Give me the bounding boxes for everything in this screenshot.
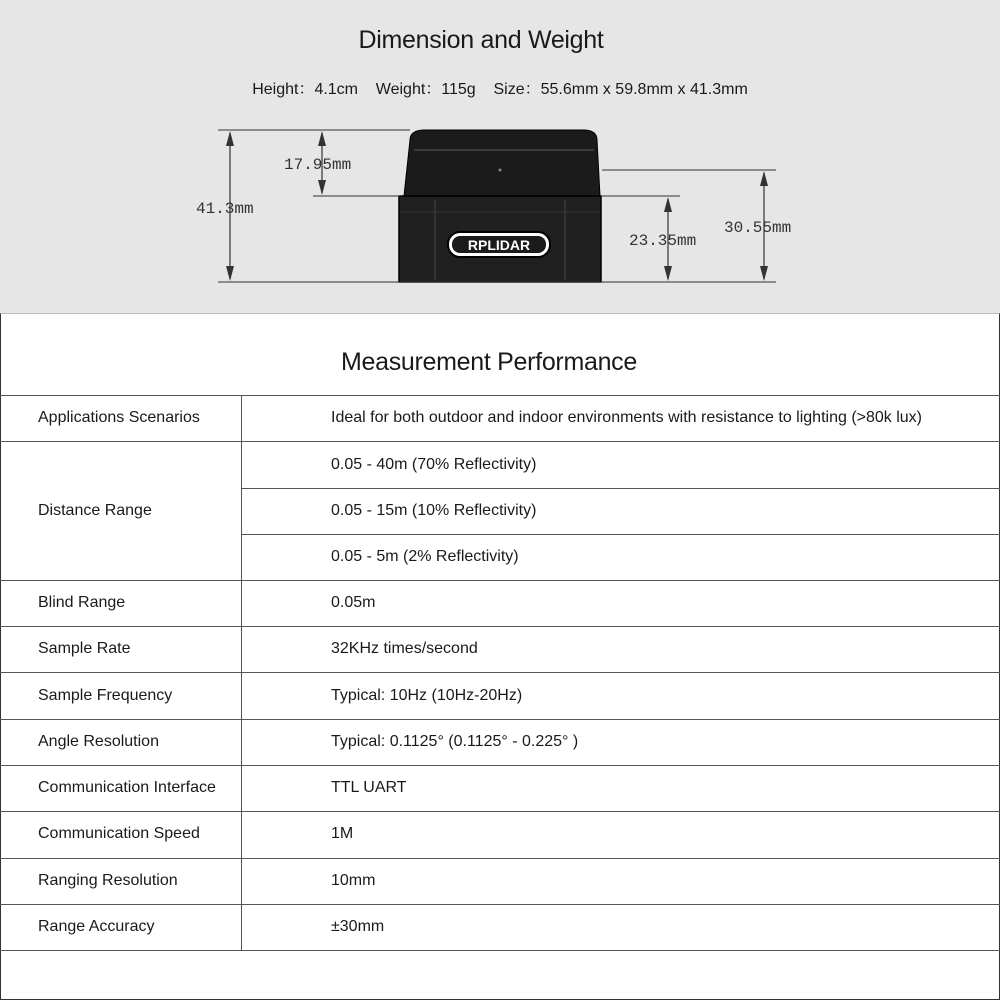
row-value-sample-frequency: Typical: 10Hz (10Hz-20Hz) [331,687,523,704]
row-value-angle: Typical: 0.1125° (0.1125° - 0.225° ) [331,733,579,750]
table-row-divider [0,626,1000,627]
row-value-comm-interface: TTL UART [331,779,407,796]
total-height-label: 41.3mm [196,200,254,218]
row-label-applications: Applications Scenarios [38,409,200,426]
table-row-divider [0,765,1000,766]
row-label-comm-speed: Communication Speed [38,825,200,842]
body-height-label: 23.35mm [629,232,697,250]
dimension-specs: Height：4.1cm Weight：115g Size：55.6mm x 59.8mm x 41.3mm [252,81,748,98]
table-column-divider [241,395,242,951]
row-label-comm-interface: Communication Interface [38,779,216,796]
row-label-ranging: Ranging Resolution [38,872,178,889]
row-value-distance-3: 0.05 - 5m (2% Reflectivity) [331,548,519,565]
table-row-divider [0,580,1000,581]
dimension-title: Dimension and Weight [358,26,604,54]
row-label-sample-rate: Sample Rate [38,640,131,657]
row-label-accuracy: Range Accuracy [38,918,155,935]
table-row-divider [0,672,1000,673]
brand-text: RPLIDAR [467,237,531,253]
table-row-divider [241,488,1000,489]
upper-height-label: 30.55mm [724,219,792,237]
row-value-distance-2: 0.05 - 15m (10% Reflectivity) [331,502,537,519]
row-label-angle: Angle Resolution [38,733,159,750]
row-label-sample-frequency: Sample Frequency [38,687,173,704]
device-top-cap [404,130,600,196]
table-row-divider [0,858,1000,859]
top-height-label: 17.95mm [284,156,352,174]
row-value-sample-rate: 32KHz times/second [331,640,478,657]
dimension-section [0,0,1000,313]
row-value-blind: 0.05m [331,594,376,611]
table-row-divider [0,811,1000,812]
row-value-ranging: 10mm [331,872,376,889]
row-value-accuracy: ±30mm [331,918,385,935]
dimension-drawing [0,0,1000,313]
table-border-top [0,395,1000,396]
row-value-distance-1: 0.05 - 40m (70% Reflectivity) [331,456,537,473]
performance-title: Measurement Performance [340,348,637,376]
row-label-blind: Blind Range [38,594,126,611]
row-value-comm-speed: 1M [331,825,354,842]
table-row-divider [0,719,1000,720]
table-row-divider [0,904,1000,905]
row-label-distance: Distance Range [38,502,152,519]
table-row-divider [241,534,1000,535]
table-row-divider [0,441,1000,442]
table-border-bottom [0,950,1000,951]
row-value-applications: Ideal for both outdoor and indoor environments with resistance to lighting (>80k lux) [331,409,923,426]
